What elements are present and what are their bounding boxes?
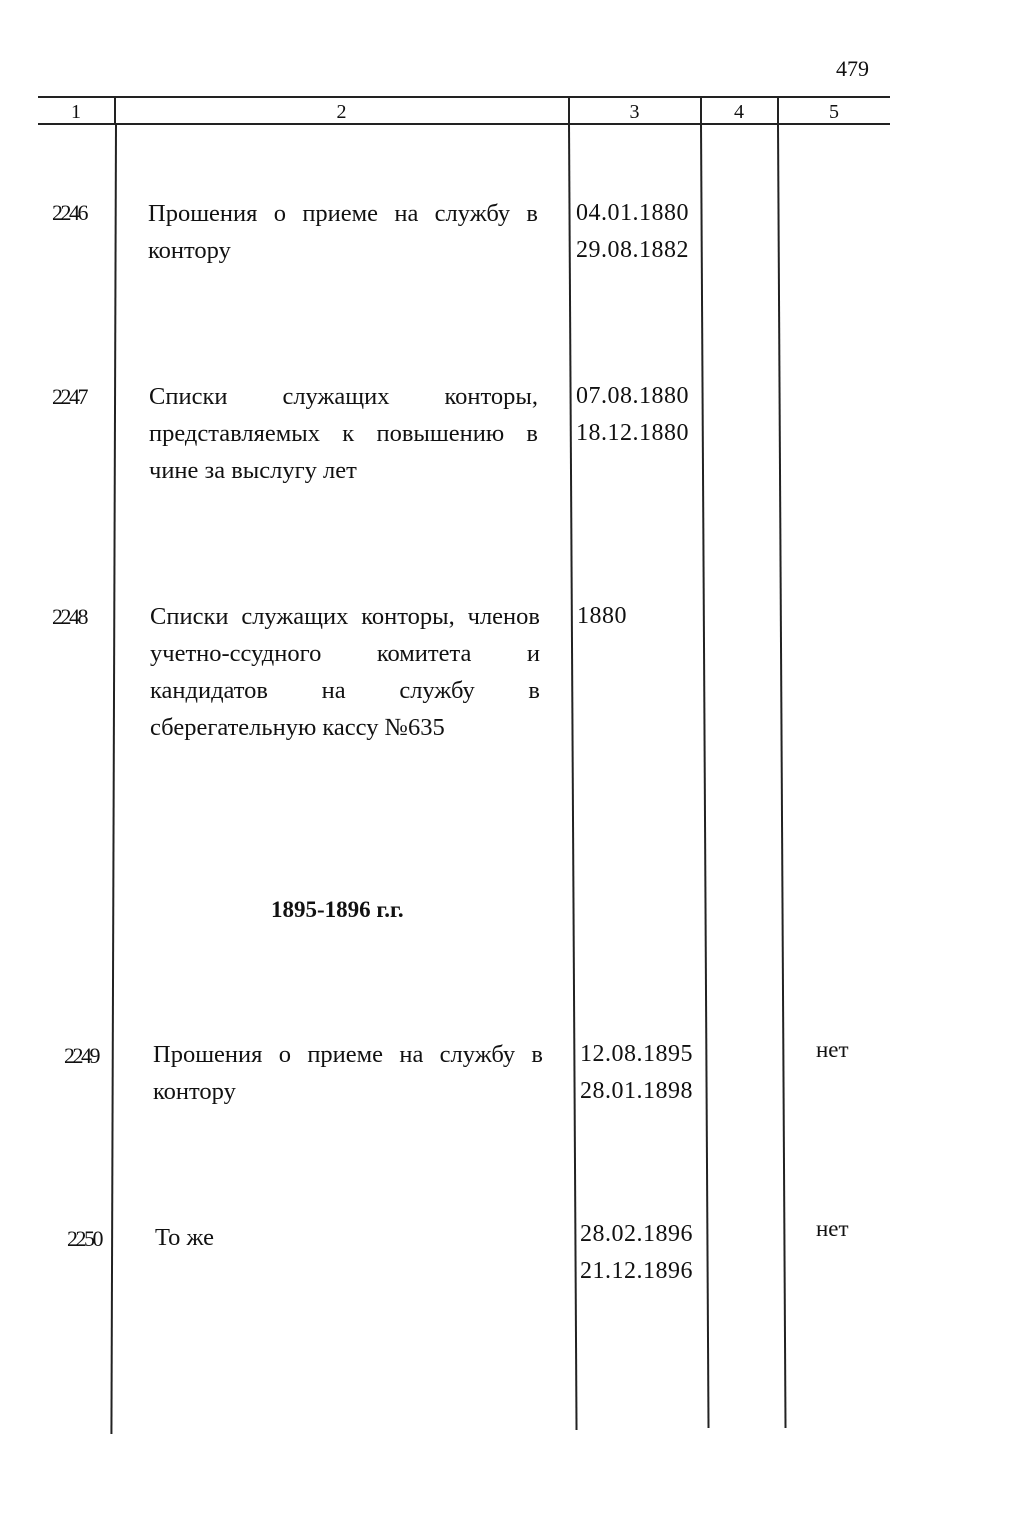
column-divider-3 [700, 124, 709, 1428]
row-number: 2249 [64, 1043, 98, 1068]
row-dates [580, 1216, 693, 1290]
column-header-5: 5 [829, 101, 839, 123]
column-header-3: 3 [629, 101, 640, 123]
header-divider-1 [114, 97, 116, 124]
header-divider-4 [777, 97, 779, 124]
date-end: 28.01.1898 [580, 1078, 693, 1104]
row-note: нет [816, 1216, 849, 1241]
column-divider-2 [568, 124, 577, 1430]
row-dates [577, 598, 627, 635]
row-dates [576, 378, 689, 452]
date-start: 07.08.1880 [576, 383, 689, 409]
header-top-rule [38, 96, 890, 98]
date-start: 28.02.1896 [580, 1221, 693, 1247]
date-start: 1880 [577, 603, 627, 629]
row-number: 2248 [52, 604, 86, 629]
row-dates [580, 1036, 693, 1110]
row-dates [576, 195, 689, 269]
row-note: нет [816, 1037, 849, 1062]
row-number: 2247 [52, 384, 86, 409]
date-end: 21.12.1896 [580, 1258, 693, 1284]
header-divider-2 [568, 97, 570, 124]
row-number: 2246 [52, 200, 86, 225]
column-header-1: 1 [71, 101, 81, 123]
section-heading: 1895-1896 г.г. [271, 897, 404, 922]
page-number: 479 [836, 56, 869, 81]
column-header-4: 4 [734, 101, 744, 123]
column-divider-4 [777, 124, 786, 1428]
row-title: Списки служащих конторы, членов учетно-ссудного комитета и кандидатов на службу в сберегательную кассу №635 [150, 603, 540, 741]
row-number: 2250 [67, 1226, 101, 1251]
date-end: 29.08.1882 [576, 237, 689, 263]
row-title: То же [155, 1224, 214, 1251]
date-start: 12.08.1895 [580, 1041, 693, 1067]
column-header-2: 2 [336, 101, 347, 123]
row-title: Списки служащих конторы, представляемых к повышению в чине за выслугу лет [149, 383, 538, 484]
date-start: 04.01.1880 [576, 200, 689, 226]
header-divider-3 [700, 97, 702, 124]
date-end: 18.12.1880 [576, 420, 689, 446]
row-title: Прошения о приеме на службу в контору [148, 200, 538, 264]
row-title: Прошения о приеме на службу в контору [153, 1041, 543, 1105]
